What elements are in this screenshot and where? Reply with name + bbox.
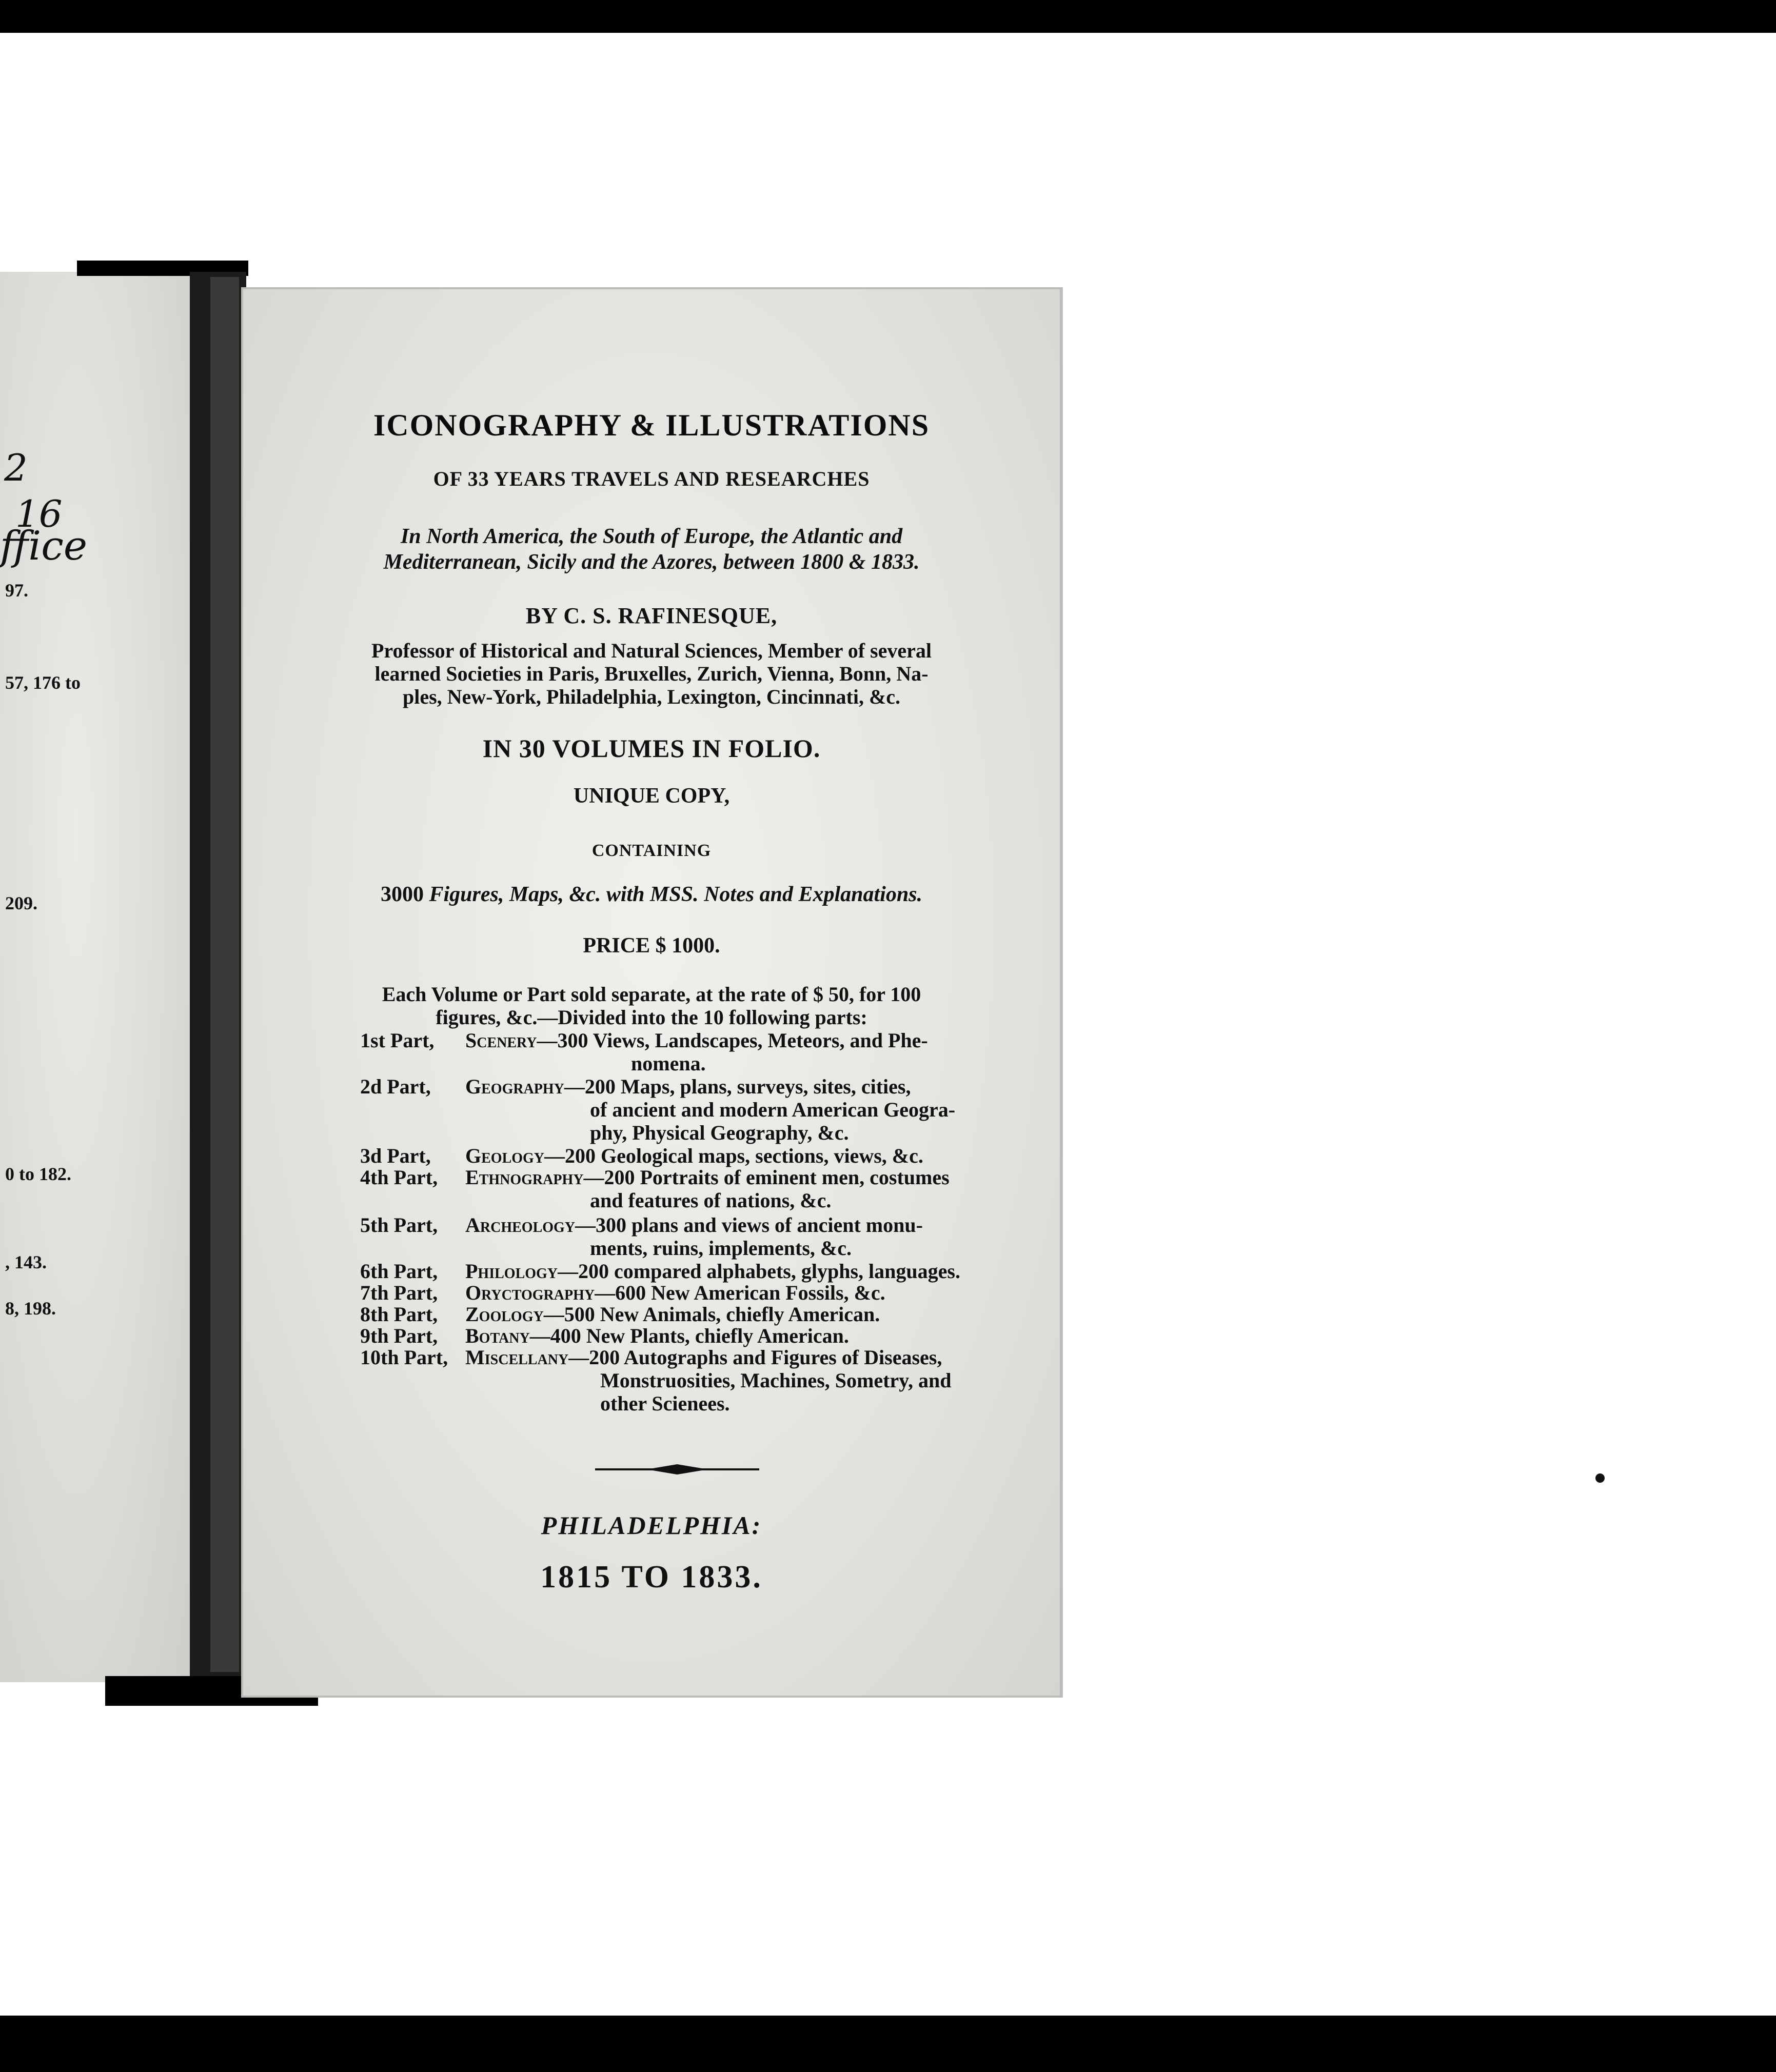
handwritten-number-16: 16 bbox=[15, 492, 63, 535]
figures-text: Figures, Maps, &c. with MSS. Notes and Explanations. bbox=[429, 883, 923, 906]
left-fragment-line: , 143. bbox=[5, 1252, 47, 1272]
handwritten-word-office: ffice bbox=[0, 523, 88, 569]
credentials-line-1: Professor of Historical and Natural Sciences, Member of several bbox=[371, 639, 932, 662]
unique-copy-line: UNIQUE COPY, bbox=[573, 784, 730, 808]
page-title: ICONOGRAPHY & ILLUSTRATIONS bbox=[373, 408, 930, 442]
figures-line bbox=[241, 882, 1062, 907]
part-5: 5th Part, Archeology—300 plans and views of ancient monu- bbox=[360, 1213, 923, 1237]
figures-count: 3000 bbox=[380, 883, 424, 906]
imprint-city: PHILADELPHIA: bbox=[541, 1511, 762, 1540]
places-line-2: Mediterranean, Sicily and the Azores, between 1800 & 1833. bbox=[383, 550, 920, 574]
previous-page-fragment bbox=[0, 272, 190, 1682]
part-10: 10th Part, Miscellany—200 Autographs and Figures of Diseases, bbox=[360, 1346, 942, 1369]
left-fragment-line: 0 to 182. bbox=[5, 1164, 71, 1184]
part-9: 9th Part, Botany—400 New Plants, chiefly American. bbox=[360, 1324, 849, 1347]
left-fragment-line: 97. bbox=[5, 580, 28, 601]
part-6: 6th Part, Philology—200 compared alphabets, glyphs, languages. bbox=[360, 1260, 960, 1283]
part-10-continuation: Monstruosities, Machines, Sometry, and bbox=[600, 1369, 952, 1392]
places-line-1: In North America, the South of Europe, the Atlantic and bbox=[400, 525, 903, 548]
part-2-continuation: phy, Physical Geography, &c. bbox=[590, 1121, 849, 1144]
top-black-border bbox=[0, 0, 1776, 33]
left-fragment-line: 8, 198. bbox=[5, 1298, 56, 1319]
left-fragment-line: 209. bbox=[5, 893, 37, 913]
part-5-continuation: ments, ruins, implements, &c. bbox=[590, 1237, 852, 1260]
part-2: 2d Part, Geography—200 Maps, plans, surveys, sites, cities, bbox=[360, 1075, 911, 1098]
title-page bbox=[241, 287, 1062, 1698]
volumes-line: IN 30 VOLUMES IN FOLIO. bbox=[482, 734, 821, 763]
sale-terms-line-1: Each Volume or Part sold separate, at the rate of $ 50, for 100 bbox=[382, 983, 921, 1006]
page-subtitle: OF 33 YEARS TRAVELS AND RESEARCHES bbox=[433, 467, 870, 490]
part-1-continuation: nomena. bbox=[631, 1052, 706, 1075]
part-4: 4th Part, Ethnography—200 Portraits of eminent men, costumes bbox=[360, 1166, 950, 1189]
author-line: BY C. S. RAFINESQUE, bbox=[525, 603, 778, 628]
credentials-line-2: learned Societies in Paris, Bruxelles, Zurich, Vienna, Bonn, Na- bbox=[374, 662, 929, 685]
part-2-continuation: of ancient and modern American Geogra- bbox=[590, 1098, 956, 1121]
part-8: 8th Part, Zoology—500 New Animals, chiefly American. bbox=[360, 1303, 880, 1326]
part-10-continuation: other Scienees. bbox=[600, 1392, 730, 1415]
left-fragment-line: 57, 176 to bbox=[5, 672, 81, 693]
handwritten-number-2: 2 bbox=[4, 446, 28, 489]
part-7: 7th Part, Oryctography—600 New American Fossils, &c. bbox=[360, 1281, 885, 1304]
part-3: 3d Part, Geology—200 Geological maps, sections, views, &c. bbox=[360, 1144, 923, 1167]
spine-highlight bbox=[210, 277, 239, 1672]
price-line: PRICE $ 1000. bbox=[583, 934, 720, 958]
ornamental-rule bbox=[595, 1459, 759, 1480]
containing-line: CONTAINING bbox=[591, 841, 712, 860]
stray-mark bbox=[1595, 1473, 1605, 1483]
sale-terms-line-2: figures, &c.—Divided into the 10 following parts: bbox=[436, 1006, 867, 1029]
part-4-continuation: and features of nations, &c. bbox=[590, 1189, 832, 1212]
part-1: 1st Part, Scenery—300 Views, Landscapes, Meteors, and Phe- bbox=[360, 1029, 928, 1052]
credentials-line-3: ples, New-York, Philadelphia, Lexington, Cincinnati, &c. bbox=[402, 685, 901, 708]
bottom-black-border bbox=[0, 2016, 1776, 2072]
imprint-dates: 1815 TO 1833. bbox=[540, 1560, 763, 1595]
